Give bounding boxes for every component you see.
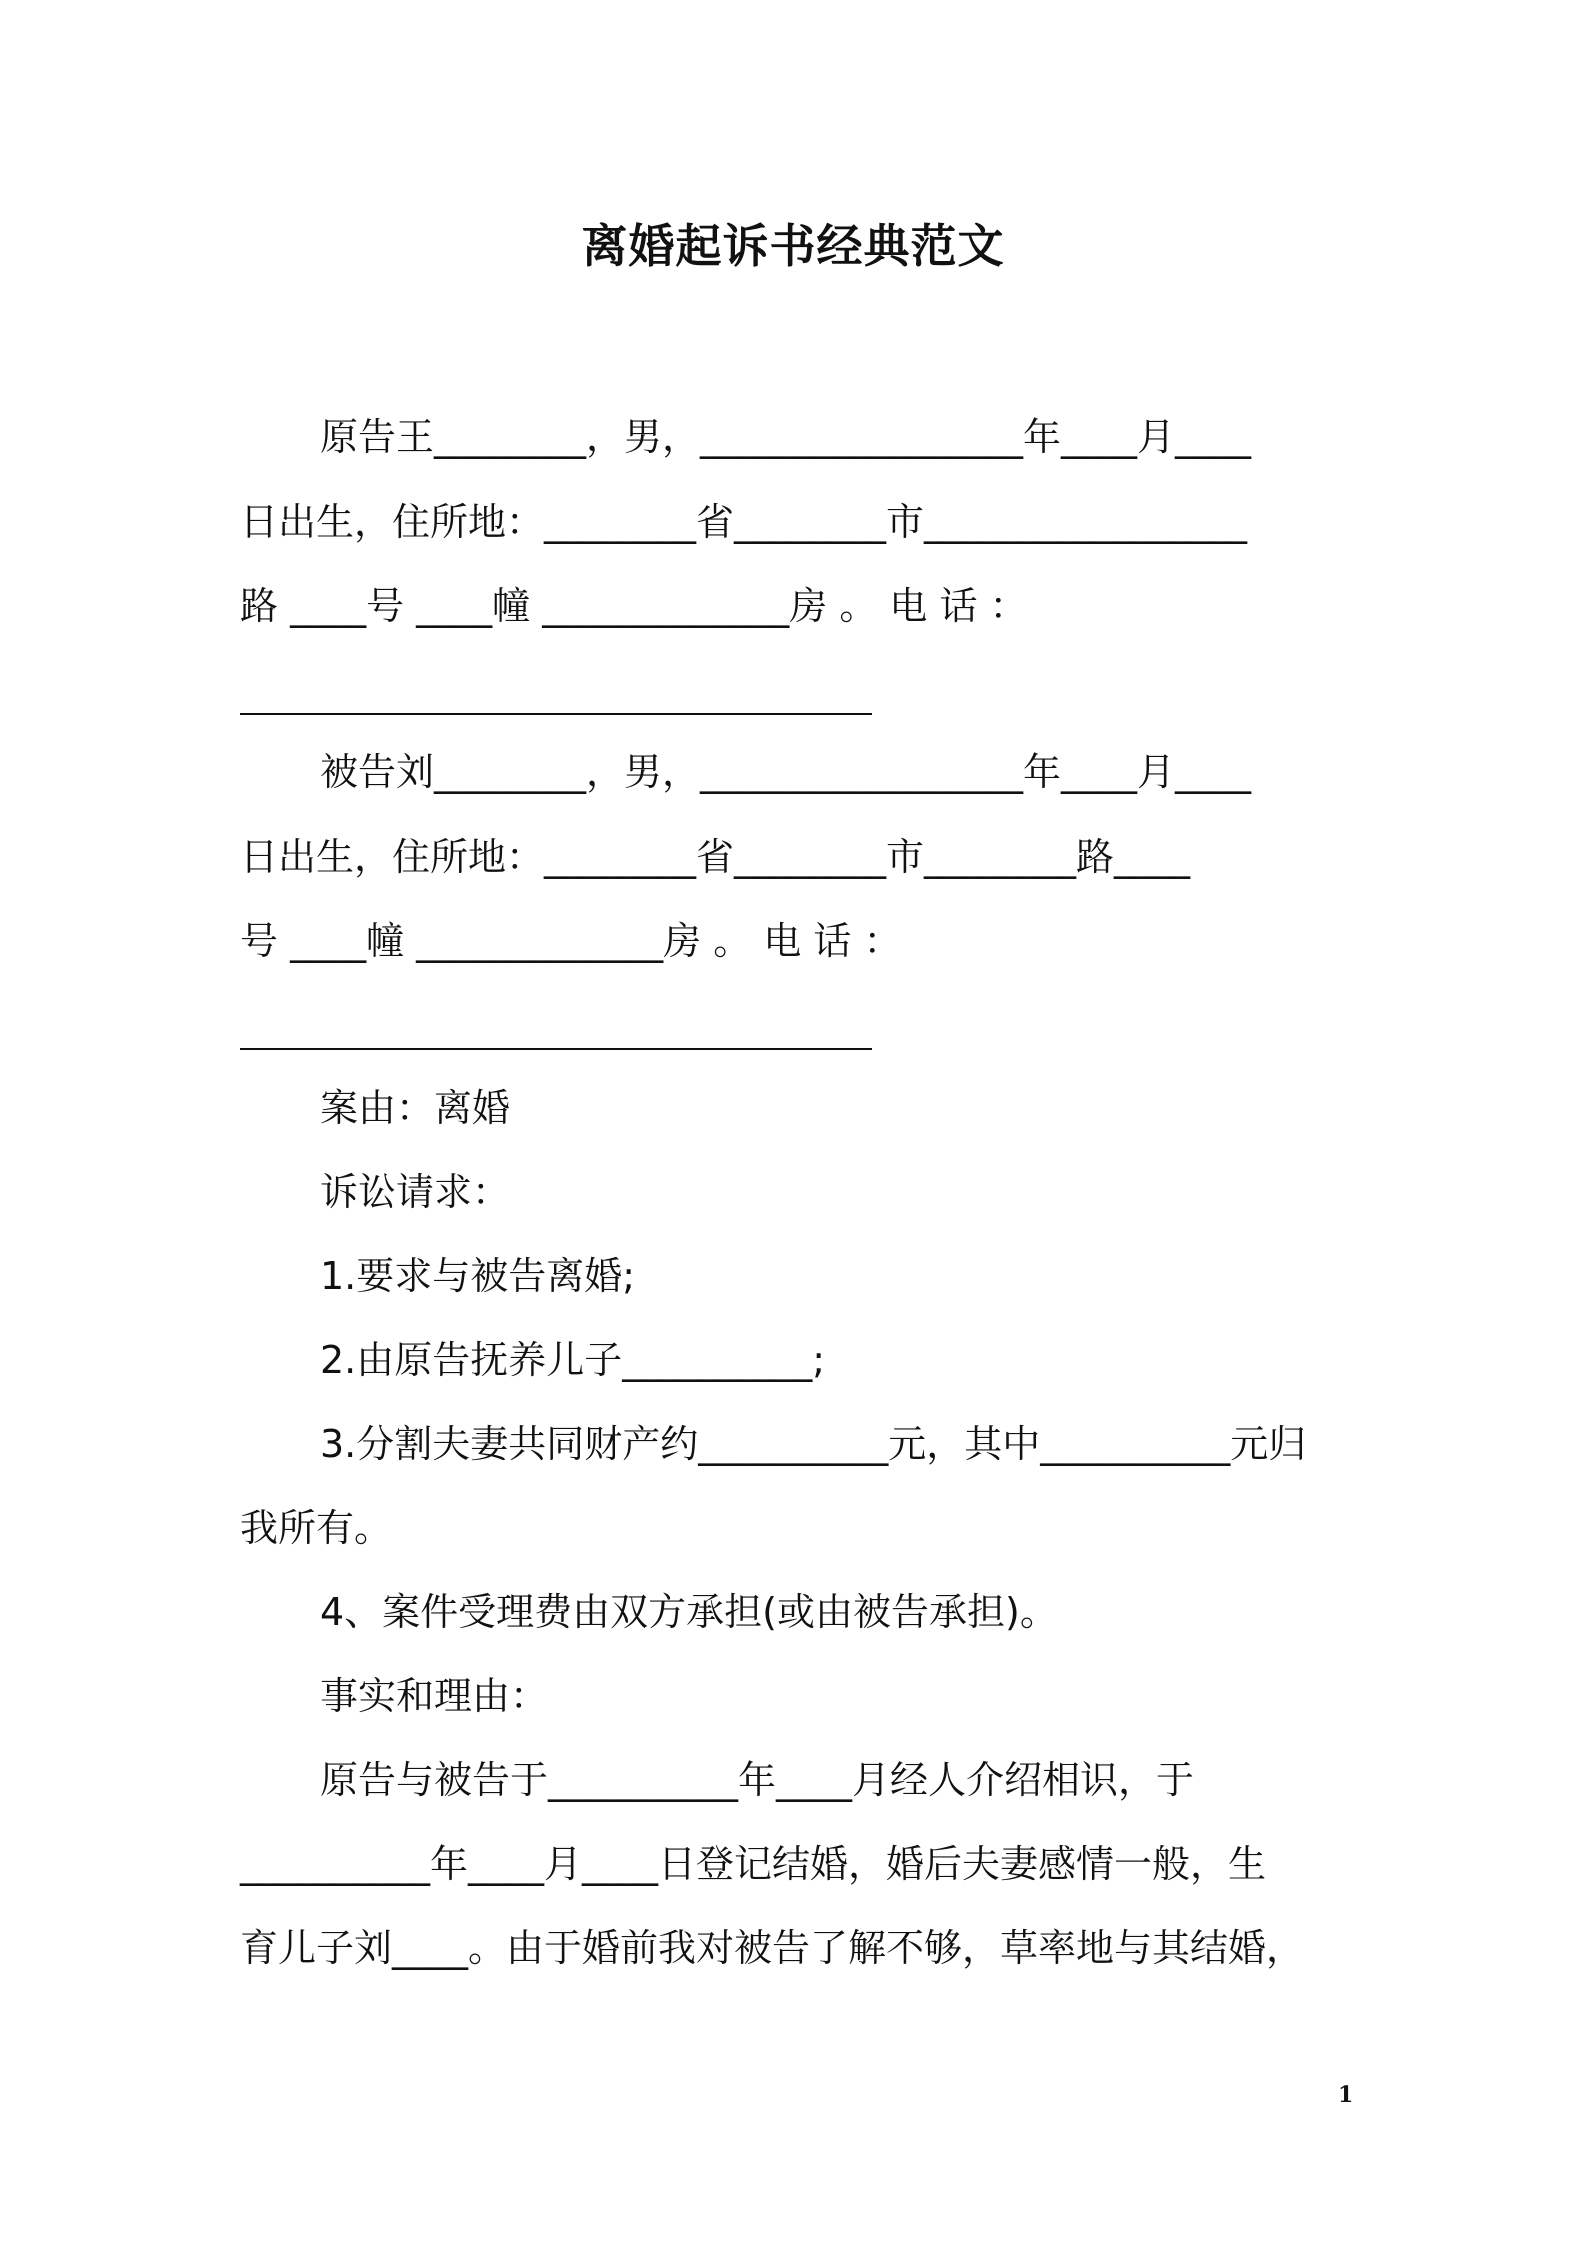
plaintiff-line-1: 原告王________，男，_________________年____月____ xyxy=(320,415,1252,459)
claim-2: 2.由原告抚养儿子__________; xyxy=(320,1338,826,1382)
page-number: 1 xyxy=(1338,2082,1354,2108)
document-title: 离婚起诉书经典范文 xyxy=(581,219,1005,273)
plaintiff-line-2: 日出生，住所地：________省________市_________________ xyxy=(240,500,1248,544)
claim-3-line-1: 3.分割夫妻共同财产约__________元，其中__________元归 xyxy=(320,1422,1307,1466)
facts-line-3: 育儿子刘____。由于婚前我对被告了解不够，草率地与其结婚， xyxy=(240,1926,1305,1970)
plaintiff-line-3: 路 ____号 ____幢 _____________房 。 电 话 ： xyxy=(240,584,1028,628)
claims-heading: 诉讼请求： xyxy=(320,1170,511,1214)
defendant-line-1: 被告刘________，男，_________________年____月____ xyxy=(320,750,1252,794)
facts-line-1: 原告与被告于__________年____月经人介绍相识，于 xyxy=(320,1758,1195,1802)
facts-heading: 事实和理由： xyxy=(320,1674,549,1718)
case-cause: 案由：离婚 xyxy=(320,1086,511,1130)
defendant-phone-blank xyxy=(240,1048,872,1050)
defendant-line-2: 日出生，住所地：________省________市________路____ xyxy=(240,835,1191,879)
plaintiff-phone-blank xyxy=(240,713,872,715)
facts-line-2: __________年____月____日登记结婚，婚后夫妻感情一般，生 xyxy=(240,1842,1267,1886)
claim-4: 4、案件受理费由双方承担(或由被告承担)。 xyxy=(320,1590,1058,1634)
claim-1: 1.要求与被告离婚; xyxy=(320,1254,636,1298)
defendant-line-3: 号 ____幢 _____________房 。 电 话 ： xyxy=(240,919,902,963)
claim-3-line-2: 我所有。 xyxy=(240,1506,393,1550)
